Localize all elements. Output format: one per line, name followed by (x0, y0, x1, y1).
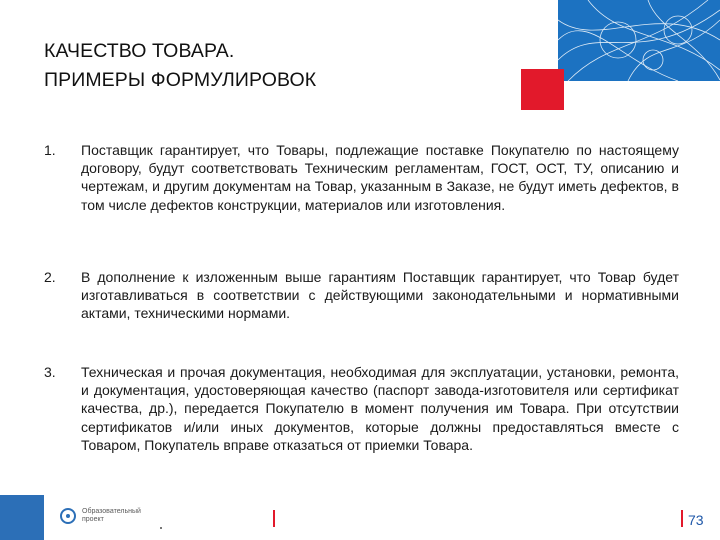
item-number: 3. (44, 364, 56, 380)
footer-blue-band (0, 495, 44, 540)
logo-text (82, 508, 141, 524)
item-text: В дополнение к изложенным выше гарантиям Поставщик гарантирует, что Товар будет изготавливаться в соответствии с действующими законодательными и нормативными актами, техническими нормами. (81, 269, 679, 322)
logo-line-1: Образовательный (82, 508, 141, 515)
item-number: 1. (44, 142, 56, 158)
title-line-1: КАЧЕСТВО ТОВАРА. (44, 40, 235, 62)
footer-logo (60, 508, 141, 524)
footer-dot (160, 527, 162, 529)
item-text: Поставщик гарантирует, что Товары, подлежащие поставке Покупателю по настоящему договору, будут соответствовать Техническим регламентам, ГОСТ, ОСТ, ТУ, описанию и чертежам, и другим документам на Товар, указанным в Заказе, не будут иметь дефектов, в том числе дефектов конструкции, материалов или изготовления. (81, 142, 679, 213)
item-text: Техническая и прочая документация, необходимая для эксплуатации, установки, ремонта, и документация, удостоверяющая качество (паспорт завода-изготовителя или сертификат качества, др.), передается Покупателю в момент получения им Товара. При отсутствии сертификатов и/или иных документов, которые должны предоставляться вместе с Товаром, Покупатель вправе отказаться от приемки Товара. (81, 364, 679, 453)
red-accent-square (521, 69, 564, 110)
title-line-2: ПРИМЕРЫ ФОРМУЛИРОВОК (44, 69, 317, 91)
item-number: 2. (44, 269, 56, 285)
logo-line-2: проект (82, 516, 104, 523)
corner-network-art (558, 0, 720, 81)
slide-title (44, 37, 316, 95)
footer-divider-left (273, 510, 275, 527)
globe-logo-icon (60, 508, 76, 524)
footer-divider-right (681, 510, 683, 527)
page-number: 73 (688, 512, 704, 528)
